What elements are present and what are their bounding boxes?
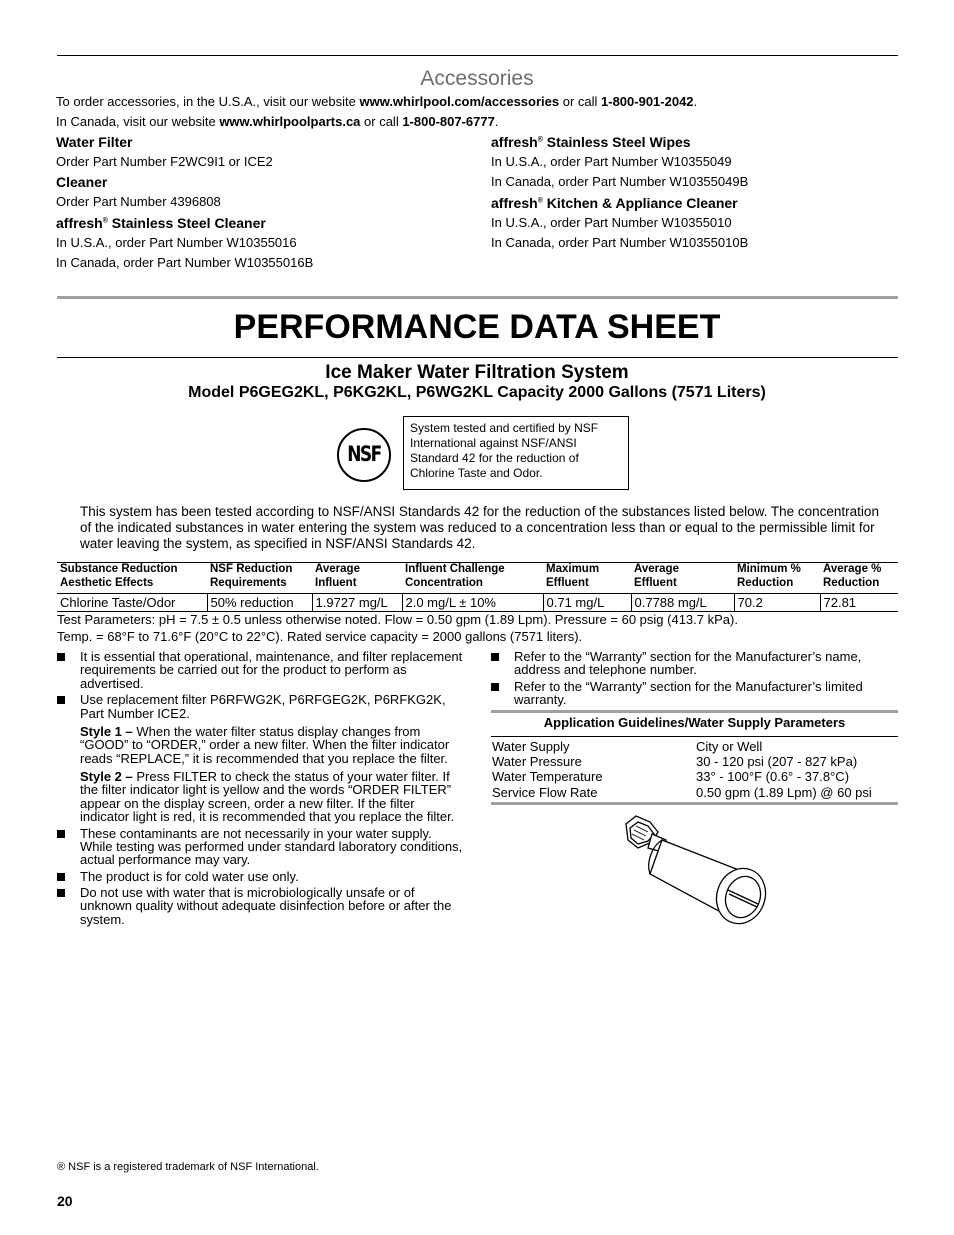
list-item: The product is for cold water use only. xyxy=(57,870,467,883)
list-item: Use replacement filter P6RFWG2K, P6RFGEG2K, P6RFKG2K, Part Number ICE2. Style 1 – When the water filter status display changes from “GOOD” to “ORDER,” order a new filter. When the filter indicator reads “REPLACE,” it is recommended that you replace the filter. Style 2 – Press FILTER to check the status of your water filter. If the filter indicator light is yellow and the words “ORDER FILTER” appear on the display screen, order a new filter. If the filter indicator light is red, it is recommended that you replace the filter. xyxy=(57,693,467,823)
table-cell: 0.7788 mg/L xyxy=(631,593,734,612)
list-item: These contaminants are not necessarily in your water supply. While testing was performed under standard laboratory conditions, actual performance may vary. xyxy=(57,827,467,867)
table-cell: 50% reduction xyxy=(207,593,312,612)
accessory-cleaner: Cleaner Order Part Number 4396808 xyxy=(56,174,221,210)
left-bullet-list xyxy=(57,650,467,929)
page-title: PERFORMANCE DATA SHEET xyxy=(233,308,721,346)
bullet-square-icon xyxy=(57,873,65,881)
accessory-water-filter: Water Filter Order Part Number F2WC9I1 or ICE2 xyxy=(56,134,273,169)
table-header: Maximum Effluent xyxy=(543,563,631,594)
bullet-square-icon xyxy=(57,889,65,897)
bullet-square-icon xyxy=(57,653,65,661)
model-line: Model P6GEG2KL, P6KG2KL, P6WG2KL Capacity 2000 Gallons (7571 Liters) xyxy=(188,384,766,401)
bullet-square-icon xyxy=(57,696,65,704)
accessory-stainless-steel-wipes: affresh® Stainless Steel Wipes In U.S.A., order Part Number W10355049 In Canada, order Part Number W10355049B xyxy=(491,134,749,190)
test-parameters: Test Parameters: pH = 7.5 ± 0.5 unless otherwise noted. Flow = 0.50 gpm (1.89 Lpm). Pressure = 60 psig (413.7 kPa). Temp. = 68°F to 71.6°F (20°C to 22°C). Rated service capacity = 2000 gallons (7571 liters). xyxy=(57,612,738,644)
section-divider xyxy=(57,296,898,299)
accessories-us-line: To order accessories, in the U.S.A., visit our website www.whirlpool.com/accessories or call 1-800-901-2042. xyxy=(56,94,698,109)
intro-paragraph: This system has been tested according to NSF/ANSI Standards 42 for the reduction of the substances listed below. The concentration of the indicated substances in water entering the system was reduced to a concentration less than or equal to the permissible limit for water leaving the system, as specified in NSF/ANSI Standards 42. xyxy=(80,504,879,552)
nsf-trademark-footnote: ® NSF is a registered trademark of NSF International. xyxy=(57,1161,319,1173)
list-item: Refer to the “Warranty” section for the Manufacturer’s name, address and telephone number. xyxy=(491,650,898,677)
table-row: Water Pressure 30 - 120 psi (207 - 827 kPa) xyxy=(492,753,858,769)
bullet-square-icon xyxy=(57,830,65,838)
nsf-logo: NSF xyxy=(337,428,391,482)
accessories-right-column xyxy=(491,134,748,256)
accessories-heading: Accessories xyxy=(420,67,534,90)
accessories-left-column xyxy=(56,134,313,276)
us-website-link[interactable]: www.whirlpool.com/accessories xyxy=(359,94,560,109)
table-cell: 0.71 mg/L xyxy=(543,593,631,612)
application-guidelines-table xyxy=(491,710,898,805)
accessory-kitchen-appliance-cleaner: affresh® Kitchen & Appliance Cleaner In U.S.A., order Part Number W10355010 In Canada, order Part Number W10355010B xyxy=(491,194,749,251)
table-header: NSF Reduction Requirements xyxy=(207,563,312,594)
performance-table xyxy=(57,562,898,612)
top-rule xyxy=(57,55,898,56)
list-item: Refer to the “Warranty” section for the Manufacturer’s limited warranty. xyxy=(491,680,898,707)
nsf-certification-box: System tested and certified by NSF International against NSF/ANSI Standard 42 for the reduction of Chlorine Taste and Odor. xyxy=(403,416,629,490)
accessories-canada-line: In Canada, visit our website www.whirlpoolparts.ca or call 1-800-807-6777. xyxy=(56,114,499,129)
table-cell: 72.81 xyxy=(820,593,898,612)
table-cell: 2.0 mg/L ± 10% xyxy=(402,593,543,612)
list-item: Do not use with water that is microbiologically unsafe or of unknown quality without adequate disinfection before or after the system. xyxy=(57,886,467,926)
list-item: It is essential that operational, maintenance, and filter replacement requirements be carried out for the product to perform as advertised. xyxy=(57,650,467,690)
table-header: Influent Challenge Concentration xyxy=(402,563,543,594)
water-filter-illustration-icon xyxy=(616,810,776,930)
table-row: Water Supply City or Well xyxy=(492,738,763,754)
table-header: Minimum % Reduction xyxy=(734,563,820,594)
right-bullet-list xyxy=(491,650,898,710)
page-number: 20 xyxy=(57,1193,73,1209)
table-row: Water Temperature 33° - 100°F (0.6° - 37.8°C) xyxy=(492,769,850,785)
style-1-paragraph: Style 1 – When the water filter status display changes from “GOOD” to “ORDER,” order a new filter. When the filter indicator reads “REPLACE,” it is recommended that you replace the filter. xyxy=(80,723,450,766)
bullet-square-icon xyxy=(491,683,499,691)
style-2-paragraph: Style 2 – Press FILTER to check the status of your water filter. If the filter indicator light is yellow and the words “ORDER FILTER” appear on the display screen, order a new filter. If the filter indicator light is red, it is recommended that you replace the filter. xyxy=(80,769,455,825)
table-cell: 1.9727 mg/L xyxy=(312,593,402,612)
table-header: Average % Reduction xyxy=(820,563,898,594)
accessory-stainless-steel-cleaner: affresh® Stainless Steel Cleaner In U.S.A., order Part Number W10355016 In Canada, order Part Number W10355016B xyxy=(56,214,314,271)
canada-phone: 1-800-807-6777 xyxy=(402,114,495,129)
table-cell: 70.2 xyxy=(734,593,820,612)
us-phone: 1-800-901-2042 xyxy=(601,94,694,109)
table-header: Average Influent xyxy=(312,563,402,594)
application-guidelines-title: Application Guidelines/Water Supply Parameters xyxy=(491,712,898,737)
title-rule xyxy=(57,357,898,358)
table-cell: Chlorine Taste/Odor xyxy=(57,593,207,612)
table-header: Substance Reduction Aesthetic Effects xyxy=(57,563,207,594)
table-row: Service Flow Rate 0.50 gpm (1.89 Lpm) @ 60 psi xyxy=(491,785,898,804)
table-row xyxy=(57,593,898,612)
canada-website-link[interactable]: www.whirlpoolparts.ca xyxy=(219,114,361,129)
table-header-row xyxy=(57,563,898,594)
system-subtitle: Ice Maker Water Filtration System xyxy=(325,362,629,383)
bullet-square-icon xyxy=(491,653,499,661)
table-header: Average Effluent xyxy=(631,563,734,594)
